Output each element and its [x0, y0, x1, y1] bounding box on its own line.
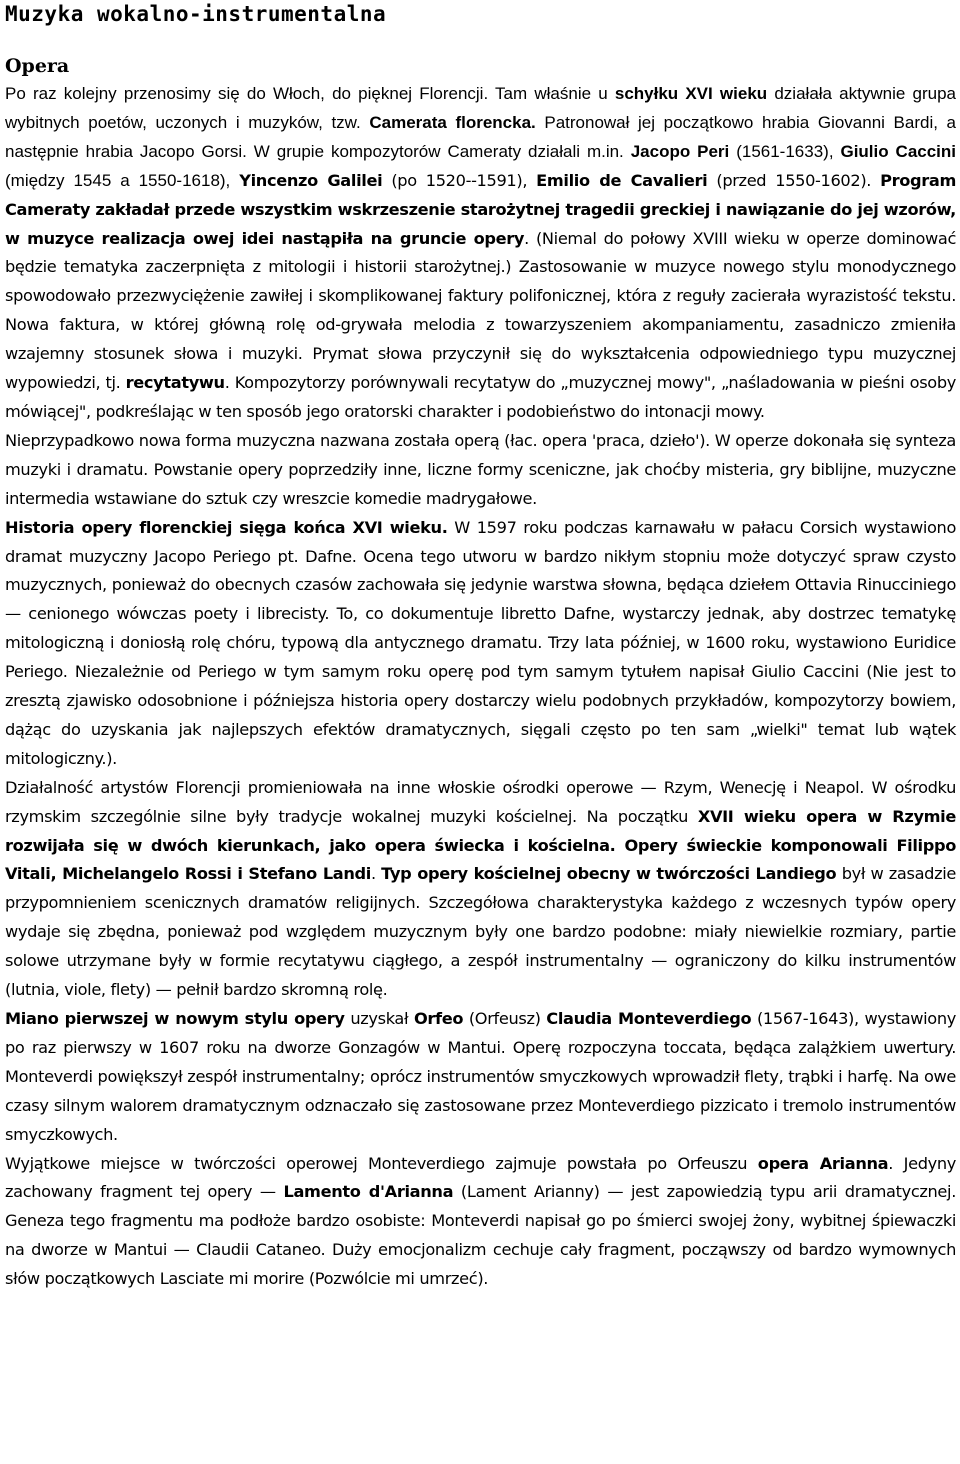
p6-text-1: Wyjątkowe miejsce w twórczości operowej Monteverdiego zajmuje powstała po Orfeuszu	[5, 1153, 758, 1173]
p1-text-4: (1561-1633),	[729, 141, 841, 161]
p1-text-3: Patronował jej początkowo hrabia Giovanni Bardi, a następnie hrabia Jacopo Gorsi. W grupie kompozytorów Cameraty działali m.in.	[5, 112, 956, 161]
p1-text-1: Po raz kolejny przenosimy się do Włoch, do pięknej Florencji. Tam właśnie u	[5, 84, 615, 103]
p4-bold-kierunki: XVII wieku opera w Rzymie rozwijała się w dwóch kierunkach, jako opera świecka i kościelna. Opery świeckie komponowali Filippo Vitali, Michelangelo Rossi i Stefano Landi	[5, 806, 957, 884]
p1-bold-cavalieri: Emilio de Cavalieri	[536, 170, 708, 190]
p4-bold-typ-koscielnej: Typ opery kościelnej obecny w twórczości Landiego	[381, 864, 837, 884]
p5-bold-miano: Miano pierwszej w nowym stylu opery	[5, 1009, 345, 1028]
p4-text-3: był w zasadzie przypomnieniem scenicznych dramatów religijnych. Szczegółowa charakterystyka każdego z wczesnych typów opery wydaje się zbędna, ponieważ pod względem muzycznym były one bardzo podobne: miały niewielkie rozmiary, partie solowe utrzymane były w formie recytatywu ciągłego, a zespół instrumentalny — ograniczony do kilku instrumentów (lutnia, viole, flety) — pełnił bardzo skromną rolę.	[5, 864, 956, 1000]
p1-text-6: (po 1520--1591),	[382, 170, 537, 190]
paragraph-camerata	[5, 80, 956, 427]
paragraph-arianna	[5, 1150, 956, 1295]
p1-bold-caccini: Giulio Caccini	[840, 141, 957, 161]
p1-bold-peri: Jacopo Peri	[630, 141, 730, 161]
p6-text-2: . Jedyny zachowany fragment tej opery —	[5, 1153, 957, 1202]
p1-text-8: . (Niemal do połowy XVIII wieku w operze dominować będzie tematyka zaczerpnięta z mitologii i historii starożytnej.) Zastosowanie w muzyce nowego stylu monodycznego spowodowało przezwyciężenie zawiłej i skomplikowanej faktury polifonicznej, która z reguły zacierała wyrazistość tekstu. Nowa faktura, w której główną rolę od-grywała melodia z towarzyszeniem akompaniamentu, zasadniczo zmieniła wzajemny stosunek słowa i muzyki. Prymat słowa przyczynił się do wykształcenia odpowiedniego typu muzycznej wypowiedzi, tj.	[5, 228, 957, 393]
p5-text-3: (1567-1643), wystawiony po raz pierwszy w 1607 roku na dworze Gonzagów w Mantui. Operę rozpoczyna toccata, będąca zalążkiem uwertury. Monteverdi powiększył zespół instrumentalny; oprócz instrumentów smyczkowych wprowadził flety, trąbki i harfę. Na owe czasy silnym walorem dramatycznym odznaczało się zastosowane przez Monteverdiego pizzicato i tremolo instrumentów smyczkowych.	[5, 1009, 956, 1144]
p1-bold-recytatyw: recytatywu	[125, 373, 225, 393]
section-title-opera: Opera	[5, 55, 70, 77]
p1-bold-schylek: schyłku XVI wieku	[614, 84, 768, 103]
paragraph-orfeo	[5, 1005, 956, 1150]
p6-bold-lamento: Lamento d'Arianna	[283, 1182, 454, 1202]
p4-text-1: Działalność artystów Florencji promieniowała na inne włoskie ośrodki operowe — Rzym, Wenecję i Neapol. W ośrodku rzymskim szczególnie silne były tradycje wokalnej muzyki kościelnej. Na początku	[5, 777, 956, 826]
p1-bold-camerata: Camerata florencka.	[369, 112, 536, 132]
document-title: Muzyka wokalno-instrumentalna	[5, 2, 387, 26]
p6-text-3: (Lament Arianny) — jest zapowiedzią typu arii dramatycznej. Geneza tego fragmentu ma podłoże bardzo osobiste: Monteverdi napisał go po śmierci swojej żony, wybitnej śpiewaczki na dworze w Mantui — Claudii Cataneo. Duży emocjonalizm cechuje cały fragment, począwszy od bardzo wymownych słów początkowych Lasciate mi morire (Pozwólcie mi umrzeć).	[5, 1182, 956, 1289]
p3-text: W 1597 roku podczas karnawału w pałacu Corsich wystawiono dramat muzyczny Jacopo Periego pt. Dafne. Ocena tego utworu w bardzo nikłym stopniu może dotyczyć spraw czysto muzycznych, ponieważ do obecnych czasów zachowała się jedynie warstwa słowna, będąca dziełem Ottavia Rinucciniego — cenionego wówczas poety i librecisty. To, co dokumentuje libretto Dafne, wystarczy jednak, aby dostrzec tematykę mitologiczną i doniosłą rolę chóru, typową dla antycznego dramatu. Trzy lata później, w 1600 roku, wystawiono Euridice Periego. Niezależnie od Periego w tym samym roku operę pod tym samym tytułem napisał Giulio Caccini (Nie jest to zresztą zjawisko odosobnione i późniejsza historia opery dostarczy wielu podobnych przykładów, kompozytorzy bowiem, dążąc do uzyskania jak najlepszych efektów dramatycznych, sięgali często po ten sam „wielki" temat lub wątek mitologiczny.).	[5, 517, 956, 768]
p5-bold-monteverdi: Claudia Monteverdiego	[546, 1009, 752, 1028]
p1-text-9: . Kompozytorzy porównywali recytatyw do „muzycznej mowy", „naśladowania w pieśni osoby mówiącej", podkreślając w ten sposób jego oratorski charakter i podobieństwo do intonacji mowy.	[5, 373, 956, 421]
paragraph-rzym	[5, 774, 956, 1005]
p1-bold-program: Program Cameraty zakładał przede wszystkim wskrzeszenie starożytnej tragedii greckiej i nawiązanie do jej wzorów, w muzyce realizacja owej idei nastąpiła na gruncie opery	[5, 170, 956, 248]
p1-text-2: działała aktywnie grupa wybitnych poetów, uczonych i muzyków, tzw.	[5, 84, 956, 132]
p5-text-2: (Orfeusz)	[463, 1009, 547, 1028]
p3-bold-historia: Historia opery florenckiej sięga końca XVI wieku.	[5, 517, 448, 537]
p1-text-7: (przed 1550-1602).	[707, 170, 881, 190]
p6-bold-arianna: opera Arianna	[757, 1153, 889, 1173]
p1-text-5: (między 1545 a 1550-1618),	[5, 170, 240, 190]
p4-text-2: .	[370, 864, 382, 884]
p1-bold-galilei: Yincenzo Galilei	[239, 170, 383, 190]
p5-bold-orfeo: Orfeo	[413, 1009, 464, 1028]
p5-text-1: uzyskał	[344, 1009, 414, 1028]
paragraph-nazwa-opery: Nieprzypadkowo nowa forma muzyczna nazwana została operą (łac. opera 'praca, dzieło'). W operze dokonała się synteza muzyki i dramatu. Powstanie opery poprzedziły inne, liczne formy sceniczne, jak choćby misteria, gry biblijne, muzyczne intermedia wstawiane do sztuk czy wreszcie komedie madrygałowe.	[5, 430, 956, 508]
paragraph-historia-opery	[5, 514, 956, 774]
